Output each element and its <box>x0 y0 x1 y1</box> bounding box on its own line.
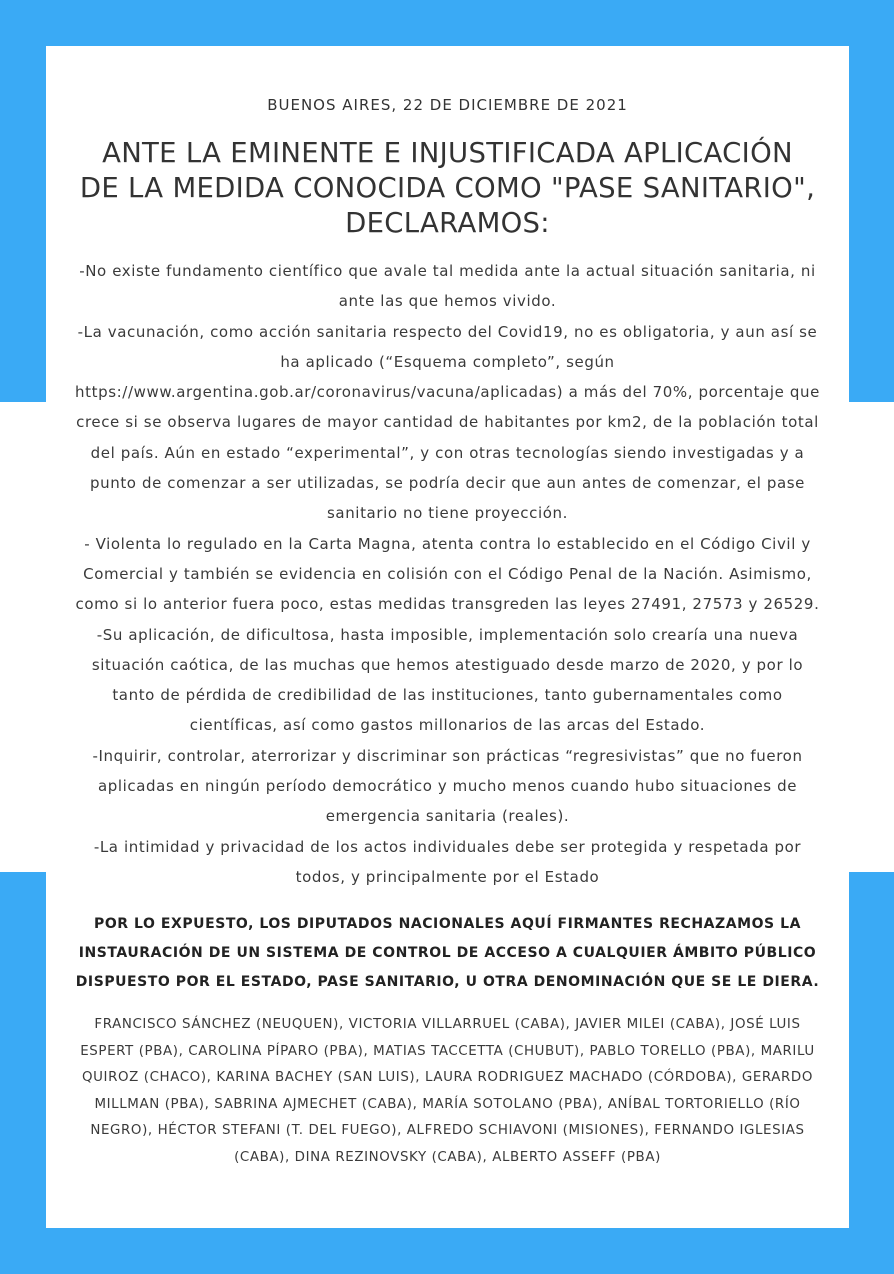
declaration-body <box>68 256 827 892</box>
declaration-title: ANTE LA EMINENTE E INJUSTIFICADA APLICACIÓN DE LA MEDIDA CONOCIDA COMO "PASE SANITARIO", DECLARAMOS: <box>79 137 816 239</box>
paragraph-privacy: -La intimidad y privacidad de los actos individuales debe ser protegida y respetada por todos, y principalmente por el Estado <box>93 837 802 886</box>
paragraph-implementation: -Su aplicación, de dificultosa, hasta imposible, implementación solo crearía una nueva situación caótica, de las muchas que hemos atestiguado desde marzo de 2020, y por lo tanto de pérdida de credibilidad de las instituciones, tanto gubernamentales como científicas, así como gastos millonarios de las arcas del Estado. <box>91 625 804 735</box>
signatories-list: FRANCISCO SÁNCHEZ (NEUQUEN), VICTORIA VILLARRUEL (CABA), JAVIER MILEI (CABA), JOSÉ LUIS ESPERT (PBA), CAROLINA PÍPARO (PBA), MATIAS TACCETTA (CHUBUT), PABLO TORELLO (PBA), MARILU QUIROZ (CHACO), KARINA BACHEY (SAN LUIS), LAURA RODRIGUEZ MACHADO (CÓRDOBA), GERARDO MILLMAN (PBA), SABRINA AJMECHET (CABA), MARÍA SOTOLANO (PBA), ANÍBAL TORTORIELLO (RÍO NEGRO), HÉCTOR STEFANI (T. DEL FUEGO), ALFREDO SCHIAVONI (MISIONES), FERNANDO IGLESIAS (CABA), DINA REZINOVSKY (CABA), ALBERTO ASSEFF (PBA) <box>80 1017 815 1165</box>
paragraph-vaccination: -La vacunación, como acción sanitaria respecto del Covid19, no es obligatoria, y aun así se ha aplicado (“Esquema completo”, según https://www.argentina.gob.ar/coronavirus/vacuna/aplicadas) a más del 70%, porcentaje que crece si se observa lugares de mayor cantidad de habitantes por km2, de la población total del país. Aún en estado “experimental”, y con otras tecnologías siendo investigadas y a punto de comenzar a ser utilizadas, se podría decir que aun antes de comenzar, el pase sanitario no tiene proyección. <box>75 322 820 523</box>
date-line: BUENOS AIRES, 22 DE DICIEMBRE DE 2021 <box>267 96 628 114</box>
closing-statement: POR LO EXPUESTO, LOS DIPUTADOS NACIONALES AQUÍ FIRMANTES RECHAZAMOS LA INSTAURACIÓN DE UN SISTEMA DE CONTROL DE ACCESO A CUALQUIER ÁMBITO PÚBLICO DISPUESTO POR EL ESTADO, PASE SANITARIO, U OTRA DENOMINACIÓN QUE SE LE DIERA. <box>75 916 820 991</box>
declaration-sheet <box>46 46 849 1228</box>
paragraph-legal: - Violenta lo regulado en la Carta Magna, atenta contra lo establecido en el Código Civil y Comercial y también se evidencia en colisión con el Código Penal de la Nación. Asimismo, como si lo anterior fuera poco, estas medidas transgreden las leyes 27491, 27573 y 26529. <box>75 534 820 614</box>
paragraph-scientific-basis: -No existe fundamento científico que avale tal medida ante la actual situación sanitaria, ni ante las que hemos vivido. <box>79 262 816 311</box>
paragraph-control: -Inquirir, controlar, aterrorizar y discriminar son prácticas “regresivistas” que no fueron aplicadas en ningún período democrático y mucho menos cuando hubo situaciones de emergencia sanitaria (reales). <box>92 746 803 826</box>
